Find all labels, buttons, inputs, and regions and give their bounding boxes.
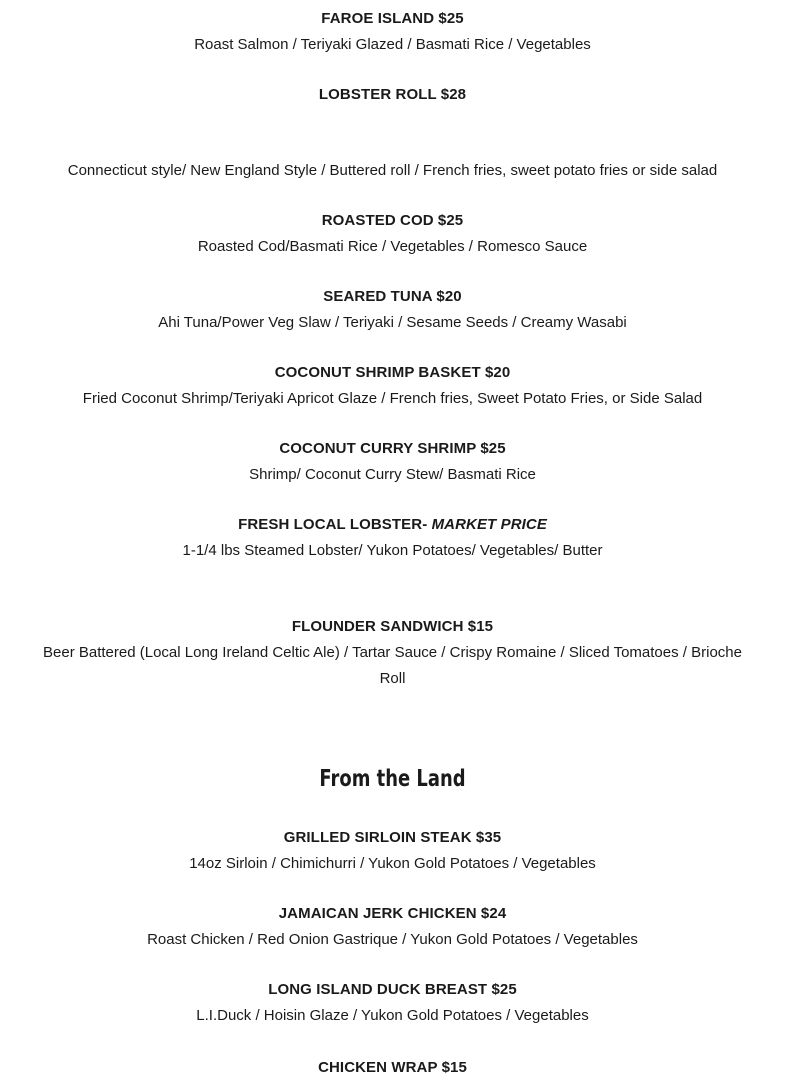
item-title: COCONUT SHRIMP BASKET $20 bbox=[274, 364, 511, 381]
item-description: Beer Battered (Local Long Ireland Celtic Ale) / Tartar Sauce / Crispy Romaine / Sliced Tomatoes / Brioche Roll bbox=[43, 644, 742, 687]
item-description: Shrimp/ Coconut Curry Stew/ Basmati Rice bbox=[249, 466, 536, 483]
item-description: Fried Coconut Shrimp/Teriyaki Apricot Glaze / French fries, Sweet Potato Fries, or Side Salad bbox=[82, 390, 703, 407]
item-description: 14oz Sirloin / Chimichurri / Yukon Gold Potatoes / Vegetables bbox=[189, 855, 596, 872]
item-description: Roast Chicken / Red Onion Gastrique / Yukon Gold Potatoes / Vegetables bbox=[147, 931, 638, 948]
item-description: Connecticut style/ New England Style / Buttered roll / French fries, sweet potato fries or side salad bbox=[67, 162, 718, 179]
item-description: L.I.Duck / Hoisin Glaze / Yukon Gold Potatoes / Vegetables bbox=[196, 1007, 589, 1024]
item-description: Ahi Tuna/Power Veg Slaw / Teriyaki / Sesame Seeds / Creamy Wasabi bbox=[158, 314, 627, 331]
item-title: FLOUNDER SANDWICH $15 bbox=[291, 618, 494, 635]
item-title: CHICKEN WRAP $15 bbox=[318, 1059, 467, 1076]
item-title: GRILLED SIRLOIN STEAK $35 bbox=[283, 829, 502, 846]
item-title: ROASTED COD $25 bbox=[321, 212, 464, 229]
item-title: FAROE ISLAND $25 bbox=[321, 10, 464, 27]
item-description: 1-1/4 lbs Steamed Lobster/ Yukon Potatoes/ Vegetables/ Butter bbox=[182, 542, 603, 559]
item-description: Roasted Cod/Basmati Rice / Vegetables / Romesco Sauce bbox=[197, 238, 588, 255]
market-price-label: MARKET PRICE bbox=[431, 516, 547, 533]
item-description: Roast Salmon / Teriyaki Glazed / Basmati Rice / Vegetables bbox=[194, 36, 591, 53]
item-title: COCONUT CURRY SHRIMP $25 bbox=[279, 440, 506, 457]
item-title: JAMAICAN JERK CHICKEN $24 bbox=[278, 905, 507, 922]
item-title bbox=[0, 515, 785, 535]
section-title-from-the-land: From the Land bbox=[319, 766, 466, 792]
item-title: SEARED TUNA $20 bbox=[323, 288, 462, 305]
item-title-text: FRESH LOCAL LOBSTER- bbox=[238, 516, 432, 533]
item-title: LONG ISLAND DUCK BREAST $25 bbox=[268, 981, 517, 998]
item-title: LOBSTER ROLL $28 bbox=[318, 86, 467, 103]
